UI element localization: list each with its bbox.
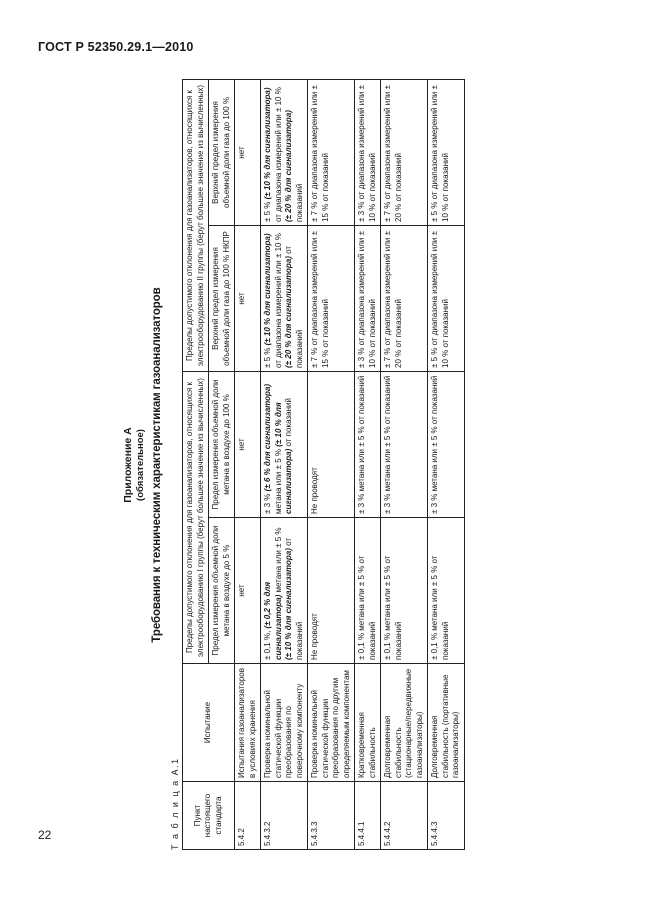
emphasis-text: (± 20 % для сигнализатора)	[284, 110, 293, 222]
cell-g1-low: нет	[235, 518, 261, 664]
text: ± 5 %	[263, 199, 272, 222]
emphasis-text: (± 0,2 % для сигнализатора)	[263, 581, 283, 660]
table-label: Т а б л и ц а А.1	[170, 757, 180, 850]
table-row	[308, 79, 355, 849]
cell-g1-low	[261, 518, 308, 664]
cell-g2-high: ± 5 % от диапазона измерений или ± 10 % от показаний	[428, 79, 465, 225]
table-row	[261, 79, 308, 849]
text: от диапазона измерений или ± 10 %	[273, 87, 283, 222]
cell-g1-high: ± 3 % метана или ± 5 % от показаний	[428, 371, 465, 517]
cell-test: Долговременная стабильность (портативные газоанализаторы)	[428, 664, 465, 782]
table-row	[381, 79, 428, 849]
requirements-table	[182, 79, 465, 850]
annex-status: (обязательное)	[135, 429, 146, 501]
header-group2: Пределы допустимого отклонения для газоанализаторов, относящихся к электрооборудованию II группы (берут большее значение из вычисленных)	[183, 79, 209, 371]
cell-g2-low: ± 3 % от диапазона измерений или ± 10 % от показаний	[355, 225, 381, 371]
cell-g2-low: ± 5 % от диапазона измерений или ± 10 % от показаний	[428, 225, 465, 371]
rotated-landscape-content	[118, 80, 568, 850]
cell-g1-high	[261, 371, 308, 517]
cell-test: Проверка номинальной статической функции преобразования по другим определяемым компонентам	[308, 664, 355, 782]
cell-g2-high: ± 3 % от диапазона измерений или ± 10 % от показаний	[355, 79, 381, 225]
emphasis-text: (± 10 % для сигнализатора)	[263, 233, 272, 346]
cell-g1-low: ± 0,1 % метана или ± 5 % от показаний	[355, 518, 381, 664]
emphasis-text: (± 6 % для сигнализатора)	[263, 383, 272, 492]
cell-clause: 5.4.3.3	[308, 782, 355, 850]
cell-clause: 5.4.2	[235, 782, 261, 850]
header-g2-high: Верхний предел измерения объемной доли газа до 100 %	[209, 79, 235, 225]
cell-test: Испытания газоанализаторов в условиях хранения	[235, 664, 261, 782]
cell-g2-low: нет	[235, 225, 261, 371]
text: ± 0,1 %,	[263, 628, 272, 660]
header-group1: Пределы допустимого отклонения для газоанализаторов, относящихся к электрооборудованию I группы (берут большее значение из вычисленных)	[183, 371, 209, 663]
text: от диапазона измерений или ± 10 %	[273, 233, 283, 368]
standard-header: ГОСТ Р 52350.29.1—2010	[38, 40, 194, 54]
header-g1-high: Предел измерения объемной доли метана в воздухе до 100 %	[209, 371, 235, 517]
cell-g2-low: ± 7 % от диапазона измерений или ± 20 % от показаний	[381, 225, 428, 371]
requirements-title: Требования к техническим характеристикам газоанализаторов	[151, 287, 163, 643]
text: метана или ± 5 %	[273, 527, 283, 595]
table-row	[355, 79, 381, 849]
cell-g2-high: нет	[235, 79, 261, 225]
cell-g2-high: ± 7 % от диапазона измерений или ± 20 % от показаний	[381, 79, 428, 225]
text: от показаний	[284, 245, 304, 368]
text: ± 5 %	[263, 345, 272, 368]
cell-g2-high	[261, 79, 308, 225]
text: от показаний	[284, 398, 293, 449]
cell-g1-high: нет	[235, 371, 261, 517]
emphasis-text: (± 10 % для сигнализатора)	[263, 87, 272, 200]
cell-g1-low: Не проводят	[308, 518, 355, 664]
cell-test: Долговременная стабильность (стационарные/передвижные газоанализаторы)	[381, 664, 428, 782]
emphasis-text: (± 10 % для сигнализатора)	[273, 402, 293, 514]
header-row-groups	[183, 79, 209, 849]
cell-g2-high: ± 7 % от диапазона измерений или ± 15 % от показаний	[308, 79, 355, 225]
text: ± 3 %	[263, 491, 272, 514]
cell-g2-low: ± 7 % от диапазона измерений или ± 15 % от показаний	[308, 225, 355, 371]
emphasis-text: (± 20 % для сигнализатора)	[284, 256, 293, 368]
cell-clause: 5.4.3.2	[261, 782, 308, 850]
cell-g1-low: ± 0,1 % метана или ± 5 % от показаний	[428, 518, 465, 664]
annex-title: Приложение А	[122, 427, 134, 503]
cell-test: Проверка номинальной статической функции преобразования по поверочному компоненту	[261, 664, 308, 782]
table-row	[235, 79, 261, 849]
cell-g2-low	[261, 225, 308, 371]
cell-clause: 5.4.4.2	[381, 782, 428, 850]
header-g2-low: Верхний предел измерения объемной доли газа до 100 % НКПР	[209, 225, 235, 371]
cell-clause: 5.4.4.1	[355, 782, 381, 850]
page-number: 22	[38, 828, 52, 842]
text: метана или ± 5 %	[273, 446, 283, 514]
emphasis-text: (± 10 % для сигнализатора)	[284, 548, 293, 660]
header-clause: Пункт настоящего стандарта	[183, 782, 235, 850]
header-g1-low: Предел измерения объемной доли метана в воздухе до 5 %	[209, 518, 235, 664]
cell-g1-high: ± 3 % метана или ± 5 % от показаний	[355, 371, 381, 517]
table-row	[428, 79, 465, 849]
cell-g1-low: ± 0,1 % метана или ± 5 % от показаний	[381, 518, 428, 664]
header-test: Испытание	[183, 664, 235, 782]
text: от показаний	[284, 537, 304, 660]
cell-g1-high: Не проводят	[308, 371, 355, 517]
text: показаний	[294, 183, 304, 222]
cell-clause: 5.4.4.3	[428, 782, 465, 850]
cell-test: Кратковременная стабильность	[355, 664, 381, 782]
cell-g1-high: ± 3 % метана или ± 5 % от показаний	[381, 371, 428, 517]
